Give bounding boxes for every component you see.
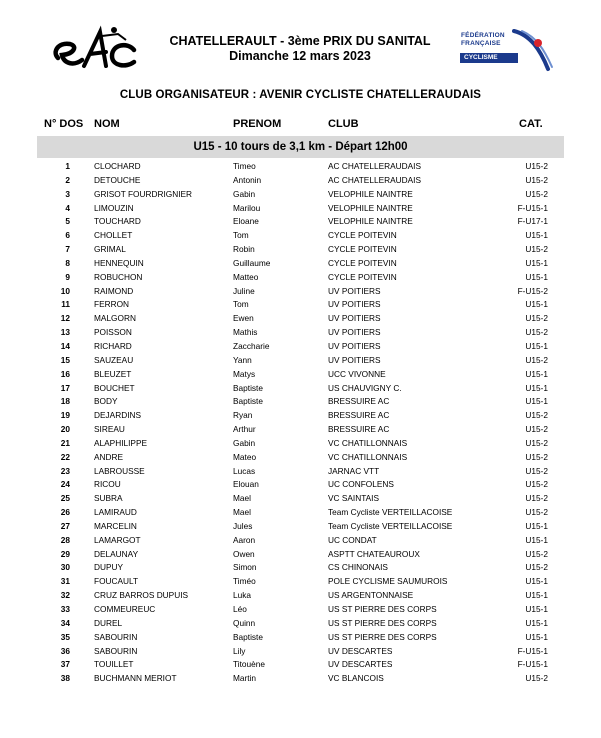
- rider-cat: U15-2: [525, 313, 548, 324]
- rider-cat: F-U15-2: [517, 285, 548, 296]
- rider-dos: 16: [60, 368, 70, 379]
- rider-nom: LABROUSSE: [94, 465, 145, 476]
- rider-dos: 28: [60, 534, 70, 545]
- rider-prenom: Mathis: [233, 327, 258, 338]
- ffc-swoosh-icon: [508, 27, 554, 73]
- rider-club: CYCLE POITEVIN: [328, 244, 397, 255]
- rider-nom: RICOU: [94, 479, 121, 490]
- club-organisateur: CLUB ORGANISATEUR : AVENIR CYCLISTE CHATELLERAUDAIS: [119, 89, 482, 101]
- rider-dos: 32: [60, 590, 70, 601]
- rider-prenom: Antonin: [233, 174, 262, 185]
- rider-club: BRESSUIRE AC: [328, 396, 390, 407]
- ffc-line2: FRANÇAISE: [461, 39, 501, 47]
- rider-nom: ROBUCHON: [94, 271, 143, 282]
- table-row: [0, 174, 601, 188]
- table-row: [0, 589, 601, 603]
- rider-cat: U15-1: [525, 382, 548, 393]
- rider-club: US CHAUVIGNY C.: [328, 382, 402, 393]
- rider-prenom: Marilou: [233, 202, 261, 213]
- rider-nom: DUREL: [94, 617, 123, 628]
- rider-cat: U15-2: [525, 451, 548, 462]
- column-header-prenom: PRENOM: [233, 118, 282, 130]
- rider-dos: 33: [60, 604, 70, 614]
- rider-dos: 6: [65, 230, 70, 241]
- rider-nom: MALGORN: [94, 313, 136, 324]
- rider-prenom: Ewen: [233, 313, 254, 324]
- rider-cat: U15-2: [525, 410, 548, 421]
- rider-dos: 14: [60, 340, 70, 351]
- rider-dos: 2: [65, 174, 70, 185]
- rider-cat: U15-1: [525, 631, 548, 642]
- rider-nom: DEJARDINS: [94, 410, 142, 421]
- rider-nom: RICHARD: [94, 340, 132, 351]
- rider-prenom: Lucas: [233, 465, 256, 476]
- rider-club: UV POITIERS: [328, 354, 381, 365]
- rider-club: VC CHATILLONNAIS: [328, 437, 408, 448]
- table-row: [0, 354, 601, 368]
- rider-prenom: Lily: [233, 645, 246, 656]
- table-row: [0, 285, 601, 299]
- rider-cat: U15-2: [525, 188, 548, 199]
- rider-club: UV POITIERS: [328, 285, 381, 296]
- ffc-logo: [458, 27, 554, 73]
- rider-prenom: Matteo: [233, 271, 259, 282]
- rider-cat: U15-1: [525, 396, 548, 407]
- rider-nom: MARCELIN: [94, 520, 137, 531]
- rider-club: AC CHATELLERAUDAIS: [328, 161, 421, 171]
- table-row: [0, 645, 601, 659]
- rider-club: AC CHATELLERAUDAIS: [328, 174, 421, 185]
- table-row: [0, 548, 601, 562]
- rider-prenom: Luka: [233, 590, 251, 601]
- rider-dos: 18: [60, 396, 70, 407]
- rider-prenom: Elouan: [233, 479, 259, 490]
- rider-nom: BUCHMANN MERIOT: [94, 673, 177, 684]
- rider-dos: 20: [60, 424, 70, 435]
- rider-club: UCC VIVONNE: [328, 368, 386, 379]
- rider-dos: 15: [60, 354, 70, 365]
- rider-nom: FERRON: [94, 299, 130, 310]
- rider-club: CYCLE POITEVIN: [328, 271, 397, 282]
- rider-club: UV POITIERS: [328, 327, 381, 338]
- rider-prenom: Titouène: [233, 659, 265, 670]
- rider-prenom: Baptiste: [233, 382, 263, 393]
- table-row: [0, 257, 601, 271]
- rider-club: JARNAC VTT: [328, 465, 380, 476]
- rider-nom: BOUCHET: [94, 382, 135, 393]
- table-row: [0, 492, 601, 506]
- rider-dos: 25: [60, 493, 70, 504]
- table-row: [0, 617, 601, 631]
- table-row: [0, 312, 601, 326]
- rider-nom: LAMIRAUD: [94, 507, 137, 518]
- rider-prenom: Tom: [233, 230, 249, 241]
- rider-prenom: Zaccharie: [233, 340, 270, 351]
- rider-cat: U15-2: [525, 327, 548, 338]
- rider-nom: DUPUY: [94, 562, 124, 573]
- rider-prenom: Martin: [233, 673, 257, 684]
- rider-nom: BLEUZET: [94, 368, 132, 379]
- rider-cat: U15-2: [525, 244, 548, 255]
- table-row: [0, 520, 601, 534]
- table-row: [0, 271, 601, 285]
- rider-prenom: Matys: [233, 368, 256, 379]
- rider-dos: 13: [60, 327, 70, 338]
- rider-dos: 1: [65, 161, 70, 171]
- rider-cat: U15-2: [525, 424, 548, 435]
- table-row: [0, 215, 601, 229]
- rider-prenom: Baptiste: [233, 396, 263, 407]
- column-header-nom: NOM: [94, 118, 120, 130]
- table-row: [0, 575, 601, 589]
- rider-prenom: Ryan: [233, 410, 253, 421]
- table-row: [0, 340, 601, 354]
- rider-nom: CRUZ BARROS DUPUIS: [94, 590, 189, 601]
- table-row: [0, 658, 601, 672]
- rider-prenom: Timeo: [233, 161, 256, 171]
- rider-dos: 31: [60, 576, 70, 587]
- rider-club: UV POITIERS: [328, 313, 381, 324]
- rider-cat: U15-2: [525, 562, 548, 573]
- rider-cat: U15-1: [525, 534, 548, 545]
- rider-prenom: Mateo: [233, 451, 257, 462]
- rider-dos: 36: [60, 645, 70, 656]
- rider-club: BRESSUIRE AC: [328, 424, 390, 435]
- rider-dos: 12: [60, 313, 70, 324]
- rider-club: VELOPHILE NAINTRE: [328, 188, 413, 199]
- table-row: [0, 437, 601, 451]
- table-row: [0, 603, 601, 617]
- rider-nom: GRIMAL: [94, 244, 126, 255]
- rider-nom: FOUCAULT: [94, 576, 139, 587]
- table-row: [0, 409, 601, 423]
- rider-club: UV DESCARTES: [328, 659, 393, 670]
- rider-dos: 38: [60, 673, 70, 684]
- rider-club: UV POITIERS: [328, 340, 381, 351]
- rider-prenom: Owen: [233, 548, 255, 559]
- rider-nom: LIMOUZIN: [94, 202, 134, 213]
- rider-nom: SUBRA: [94, 493, 123, 504]
- rider-prenom: Léo: [233, 604, 247, 614]
- rider-dos: 24: [60, 479, 70, 490]
- ffc-line1: FÉDÉRATION: [461, 32, 505, 39]
- rider-club: VC SAINTAIS: [328, 493, 380, 504]
- rider-cat: F-U15-1: [517, 645, 548, 656]
- rider-prenom: Arthur: [233, 424, 256, 435]
- rider-club: VC BLANCOIS: [328, 673, 384, 684]
- rider-dos: 5: [65, 216, 70, 227]
- rider-prenom: Tom: [233, 299, 249, 310]
- table-row: [0, 395, 601, 409]
- rider-dos: 9: [65, 271, 70, 282]
- rider-nom: TOUCHARD: [94, 216, 141, 227]
- table-row: [0, 506, 601, 520]
- rider-dos: 29: [60, 548, 70, 559]
- table-row: [0, 478, 601, 492]
- rider-cat: U15-2: [525, 673, 548, 684]
- rider-cat: U15-1: [525, 576, 548, 587]
- rider-prenom: Gabin: [233, 437, 256, 448]
- rider-club: VELOPHILE NAINTRE: [328, 202, 413, 213]
- rider-dos: 23: [60, 465, 70, 476]
- rider-dos: 34: [60, 617, 70, 628]
- rider-nom: BODY: [94, 396, 118, 407]
- rider-dos: 17: [60, 382, 70, 393]
- rider-dos: 35: [60, 631, 70, 642]
- table-row: [0, 561, 601, 575]
- rider-cat: U15-1: [525, 299, 548, 310]
- table-row: [0, 202, 601, 216]
- table-row: [0, 160, 601, 174]
- rider-nom: SABOURIN: [94, 645, 138, 656]
- rider-nom: GRISOT FOURDRIGNIER: [94, 188, 193, 199]
- rider-cat: U15-2: [525, 174, 548, 185]
- column-header-club: CLUB: [328, 118, 359, 130]
- rider-dos: 4: [65, 202, 70, 213]
- rider-cat: U15-2: [525, 548, 548, 559]
- rider-cat: U15-2: [525, 507, 548, 518]
- rider-nom: DELAUNAY: [94, 548, 139, 559]
- rider-prenom: Mael: [233, 493, 251, 504]
- rider-club: US ARGENTONNAISE: [328, 590, 414, 601]
- rider-nom: CHOLLET: [94, 230, 133, 241]
- rider-prenom: Timéo: [233, 576, 256, 587]
- table-row: [0, 534, 601, 548]
- rider-club: BRESSUIRE AC: [328, 410, 390, 421]
- event-title-line1: CHATELLERAULT - 3ème PRIX DU SANITAL: [169, 34, 431, 48]
- rider-nom: RAIMOND: [94, 285, 134, 296]
- rider-cat: U15-1: [525, 604, 548, 614]
- rider-cat: U15-1: [525, 257, 548, 268]
- rider-nom: POISSON: [94, 327, 132, 338]
- rider-cat: U15-2: [525, 465, 548, 476]
- rider-club: UV DESCARTES: [328, 645, 393, 656]
- event-date: Dimanche 12 mars 2023: [229, 49, 371, 63]
- rider-cat: F-U15-1: [517, 659, 548, 670]
- rider-dos: 26: [60, 507, 70, 518]
- rider-prenom: Mael: [233, 507, 251, 518]
- table-row: [0, 423, 601, 437]
- table-row: [0, 298, 601, 312]
- rider-dos: 37: [60, 659, 70, 670]
- rider-cat: U15-2: [525, 437, 548, 448]
- rider-prenom: Yann: [233, 354, 252, 365]
- rider-club: Team Cycliste VERTEILLACOISE: [328, 507, 453, 518]
- rider-prenom: Jules: [233, 520, 253, 531]
- rider-dos: 22: [60, 451, 70, 462]
- rider-club: CYCLE POITEVIN: [328, 230, 397, 241]
- rider-nom: ALAPHILIPPE: [94, 437, 148, 448]
- rider-cat: U15-1: [525, 230, 548, 241]
- rider-nom: COMMEUREUC: [94, 604, 156, 614]
- rider-dos: 21: [60, 437, 70, 448]
- rider-prenom: Eloane: [233, 216, 259, 227]
- rider-club: US ST PIERRE DES CORPS: [328, 631, 437, 642]
- rider-club: CYCLE POITEVIN: [328, 257, 397, 268]
- table-row: [0, 243, 601, 257]
- rider-dos: 27: [60, 520, 70, 531]
- rider-cat: U15-2: [525, 161, 548, 171]
- table-row: [0, 326, 601, 340]
- rider-table: [0, 160, 601, 686]
- rider-nom: CLOCHARD: [94, 161, 141, 171]
- rider-club: UV POITIERS: [328, 299, 381, 310]
- event-title: [140, 34, 460, 64]
- rider-prenom: Gabin: [233, 188, 256, 199]
- table-row: [0, 672, 601, 686]
- rider-club: ASPTT CHATEAUROUX: [328, 548, 420, 559]
- rider-dos: 11: [61, 299, 70, 310]
- ffc-band-label: CYCLISME: [464, 54, 498, 61]
- rider-dos: 30: [60, 562, 70, 573]
- rider-prenom: Robin: [233, 244, 255, 255]
- rider-prenom: Aaron: [233, 534, 256, 545]
- rider-cat: U15-1: [525, 617, 548, 628]
- table-row: [0, 382, 601, 396]
- rider-nom: SIREAU: [94, 424, 125, 435]
- rider-nom: LAMARGOT: [94, 534, 141, 545]
- rider-dos: 10: [60, 285, 70, 296]
- rider-club: US ST PIERRE DES CORPS: [328, 617, 437, 628]
- rider-club: VELOPHILE NAINTRE: [328, 216, 413, 227]
- rider-cat: U15-1: [525, 520, 548, 531]
- rider-nom: SAUZEAU: [94, 354, 134, 365]
- column-header-dos: N° DOS: [44, 118, 84, 130]
- rider-cat: U15-1: [525, 271, 548, 282]
- rider-club: UC CONDAT: [328, 534, 377, 545]
- rider-cat: U15-1: [525, 340, 548, 351]
- rider-nom: DETOUCHE: [94, 174, 141, 185]
- table-row: [0, 368, 601, 382]
- rider-club: VC CHATILLONNAIS: [328, 451, 408, 462]
- rider-dos: 19: [60, 410, 70, 421]
- rider-club: Team Cycliste VERTEILLACOISE: [328, 520, 453, 531]
- rider-club: US ST PIERRE DES CORPS: [328, 604, 437, 614]
- rider-dos: 3: [65, 188, 70, 199]
- club-logo-icon: [48, 22, 140, 76]
- rider-prenom: Simon: [233, 562, 257, 573]
- table-row: [0, 631, 601, 645]
- rider-cat: U15-1: [525, 590, 548, 601]
- rider-club: CS CHINONAIS: [328, 562, 388, 573]
- rider-dos: 8: [65, 257, 70, 268]
- table-row: [0, 465, 601, 479]
- rider-nom: ANDRE: [94, 451, 124, 462]
- rider-cat: U15-2: [525, 354, 548, 365]
- rider-dos: 7: [65, 244, 70, 255]
- column-header-cat: CAT.: [519, 118, 543, 130]
- rider-cat: U15-1: [525, 368, 548, 379]
- table-row: [0, 229, 601, 243]
- rider-club: UC CONFOLENS: [328, 479, 394, 490]
- rider-nom: SABOURIN: [94, 631, 138, 642]
- rider-prenom: Quinn: [233, 617, 256, 628]
- rider-club: POLE CYCLISME SAUMUROIS: [328, 576, 448, 587]
- rider-prenom: Juline: [233, 285, 255, 296]
- rider-nom: HENNEQUIN: [94, 257, 144, 268]
- rider-cat: U15-2: [525, 479, 548, 490]
- rider-prenom: Guillaume: [233, 257, 271, 268]
- table-row: [0, 188, 601, 202]
- rider-cat: F-U15-1: [517, 202, 548, 213]
- rider-prenom: Baptiste: [233, 631, 263, 642]
- rider-nom: TOUILLET: [94, 659, 134, 670]
- rider-cat: U15-2: [525, 493, 548, 504]
- table-row: [0, 451, 601, 465]
- race-category-band: U15 - 10 tours de 3,1 km - Départ 12h00: [37, 136, 564, 158]
- rider-cat: F-U17-1: [517, 216, 548, 227]
